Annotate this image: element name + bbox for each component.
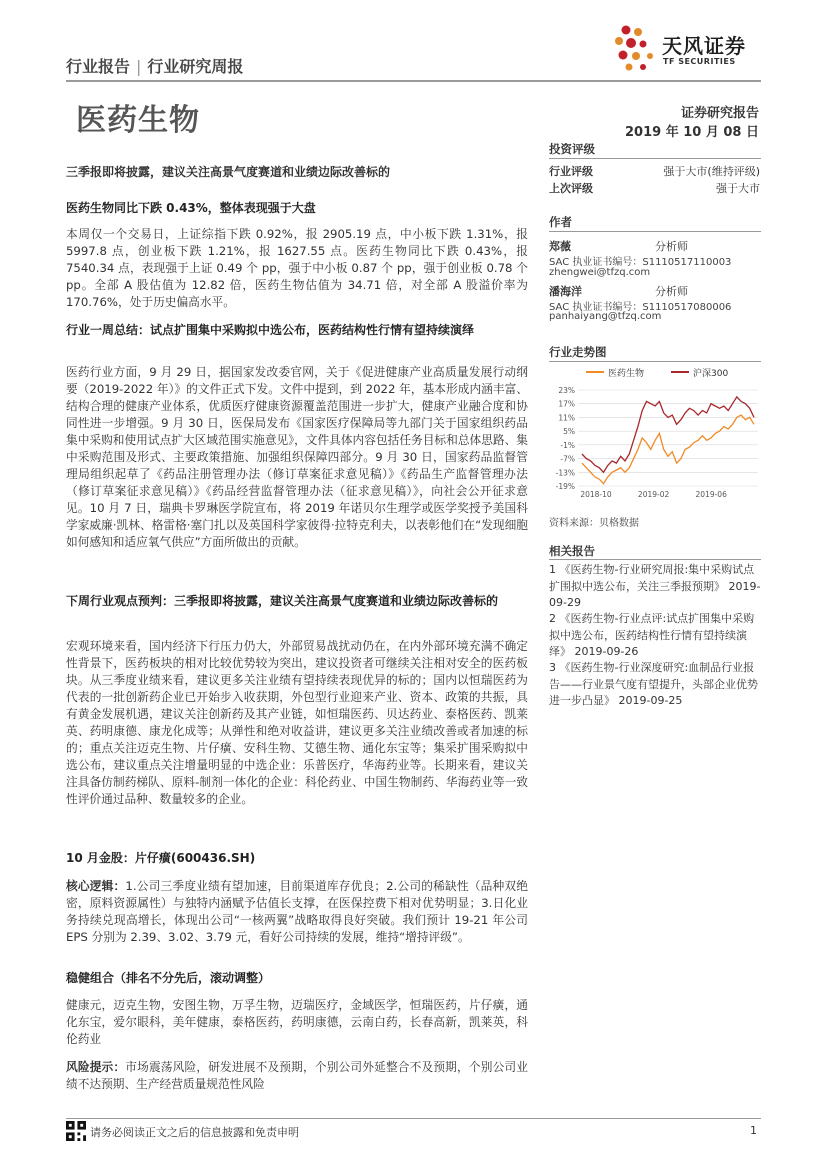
industry-trend-chart xyxy=(548,362,762,510)
category-label: 行业报告 xyxy=(66,57,131,76)
section5-body: 健康元，迈克生物，安图生物，万孚生物，迈瑞医疗，金域医学，恒瑞医药，片仔癀，通化东宝，爱尔眼科，美年健康，泰格医药，药明康德，云南白药，长春高新，凯莱英，科伦药业 xyxy=(66,998,528,1046)
qr-code-icon xyxy=(66,1121,86,1141)
section2-heading: 行业一周总结：试点扩围集中采购拟中选公布，医药结构性行情有望持续演绎 xyxy=(66,323,475,337)
logo-dots-icon xyxy=(615,26,653,71)
author-email-1[interactable]: zhengwei@tfzq.com xyxy=(549,267,651,278)
series-line-2 xyxy=(582,397,754,472)
legend-label-series1: 医药生物 xyxy=(608,369,645,379)
category-separator: | xyxy=(136,57,142,76)
related-report-2[interactable]: 2 《医药生物-行业点评:试点扩围集中采购拟中选公布，医药结构性行情有望持续演绎》 2019-09-26 xyxy=(549,612,755,658)
section1-heading: 医药生物同比下跌 0.43%，整体表现强于大盘 xyxy=(66,201,316,215)
report-category xyxy=(66,54,243,77)
main-title: 三季报即将披露，建议关注高景气度赛道和业绩边际改善标的 xyxy=(66,165,391,179)
rating-value-2: 强于大市 xyxy=(716,182,760,195)
header-rule xyxy=(66,80,761,82)
report-date: 2019 年 10 月 08 日 xyxy=(625,125,759,140)
section3-heading: 下周行业观点预判：三季报即将披露，建议关注高景气度赛道和业绩边际改善标的 xyxy=(66,594,499,608)
section6-text: 市场震荡风险，研发进展不及预期，个别公司外延整合不及预期，个别公司业绩不达预期、生产经营质量规范性风险 xyxy=(66,1060,528,1091)
y-tick-label: -19% xyxy=(555,482,575,491)
related-report-3[interactable]: 3 《医药生物-行业深度研究:血制品行业报告——行业景气度有望提升，头部企业优势进一步凸显》 2019-09-25 xyxy=(549,661,758,707)
y-tick-label: -1% xyxy=(560,440,575,450)
section1-body: 本周仅一个交易日，上证综指下跌 0.92%，报 2905.19 点，中小板下跌 1.31%，报 5997.8 点，创业板下跌 1.21%，报 1627.55 点。医药生物同比下跌 0.43%，报 7540.34 点，表现强于上证 0.49 个 pp，强于中小板 0.87 个 pp，强于创业板 0.78 个 pp。全部 A 股估值为 12.82 倍，医药生物估值为 34.71 倍，对全部 A 股溢价率为 170.76%，处于历史偏高水平。 xyxy=(66,227,528,309)
rating-rule xyxy=(549,158,761,159)
legend-label-series2: 沪深300 xyxy=(693,369,729,379)
y-tick-label: 5% xyxy=(563,427,575,437)
related-title: 相关报告 xyxy=(549,544,595,558)
section6-label: 风险提示： xyxy=(66,1060,126,1074)
author-name-1: 郑薇 xyxy=(549,240,571,253)
y-tick-label: 11% xyxy=(558,413,575,423)
author-rule xyxy=(549,231,761,232)
y-tick-label: 17% xyxy=(558,399,575,409)
logo-english: TF SECURITIES xyxy=(663,57,736,66)
rating-label-1: 行业评级 xyxy=(549,165,593,178)
section3-body: 宏观环境来看，国内经济下行压力仍大，外部贸易战扰动仍在，在内外部环境充满不确定性背景下，医药板块的相对比较优势较为突出，建议投资者可继续关注相对安全的医药板块。从三季度业绩来看，建议更多关注业绩有望持续表现优异的标的；国内以恒瑞医药为代表的一批创新药企业已开始步入收获期，外包型行业迎来产业、资本、政策的共振，具有黄金发展机遇，建议关注创新药及其产业链，如恒瑞医药、贝达药业、泰格医药、凯莱英、药明康德、康龙化成等；从弹性和绝对收益讲，建议更多关注业绩改善或者加速的标的；重点关注迈克生物、片仔癀、安科生物、艾德生物、通化东宝等；集采扩围采购拟中选公布，建议重点关注增量明显的中选企业：乐普医疗，华海药业等。长期来看，建议关注具备仿制药梯队、原料-制剂一体化的企业：科伦药业、中国生物制药、华海药业等一致性评价通过品种、数量较多的企业。 xyxy=(66,639,528,806)
rating-title: 投资评级 xyxy=(549,142,595,156)
section6-body xyxy=(66,1059,528,1093)
author-cert-2: SAC 执业证书编号：S1110517080006 xyxy=(549,302,732,313)
section4-label: 核心逻辑： xyxy=(66,879,126,893)
series-line-1 xyxy=(582,415,754,484)
author-cert-1: SAC 执业证书编号：S1110517110003 xyxy=(549,257,732,268)
chart-title: 行业走势图 xyxy=(549,345,607,359)
section4-heading: 10 月金股：片仔癀(600436.SH) xyxy=(66,851,256,865)
author-email-2[interactable]: panhaiyang@tfzq.com xyxy=(549,311,662,322)
x-tick-label: 2018-10 xyxy=(580,490,612,499)
page-number: 1 xyxy=(750,1124,757,1137)
author-title: 作者 xyxy=(549,215,572,229)
rating-value-1: 强于大市(维持评级) xyxy=(663,165,760,178)
x-tick-label: 2019-02 xyxy=(637,490,670,499)
page-title: 医药生物 xyxy=(76,103,200,138)
section4-body xyxy=(66,878,528,946)
rating-label-2: 上次评级 xyxy=(549,182,593,195)
logo-name: 天风证券 xyxy=(662,34,746,58)
y-tick-label: -7% xyxy=(560,454,575,464)
footer-rule xyxy=(66,1118,761,1119)
related-report-1[interactable]: 1 《医药生物-行业研究周报:集中采购试点扩围拟中选公布，关注三季报预期》 2019-09-29 xyxy=(549,563,761,609)
y-tick-label: -13% xyxy=(555,468,575,478)
section4-text: 1.公司三季度业绩有望加速，目前渠道库存优良；2.公司的稀缺性（品种双绝密，原料资源属性）与独特内涵赋予估值长支撑，在医保控费下相对优势明显；3.日化业务持续兑现高增长，体现出公司“一核两翼”战略取得良好突破。我们预计 19-21 年公司 EPS 分别为 2.39、3.02、3.79 元，看好公司持续的发展，维持“增持评级”。 xyxy=(66,879,528,944)
author-role-1: 分析师 xyxy=(655,240,688,253)
footer-disclaimer[interactable]: 请务必阅读正文之后的信息披露和免责申明 xyxy=(90,1126,299,1139)
chart-source: 资料来源：贝格数据 xyxy=(549,518,639,529)
section5-heading: 稳健组合（排名不分先后，滚动调整） xyxy=(66,971,271,985)
y-tick-label: 23% xyxy=(558,386,575,395)
x-tick-label: 2019-06 xyxy=(695,490,727,499)
section2-body: 医药行业方面，9 月 29 日，据国家发改委官网，关于《促进健康产业高质量发展行动纲要（2019-2022 年）》的文件正式下发。文件中提到，到 2022 年，基本形成内涵丰富、结构合理的健康产业体系，优质医疗健康资源覆盖范围进一步扩大，健康产业融合度和协同性进一步增强。9 月 30 日，医保局发布《国家医疗保障局等九部门关于国家组织药品集中采购和使用试点扩大区域范围实施意见》，文件具体内容包括任务目标和总体思路、集中采购范围及形式、主要政策措施、加强组织保障四部分。9 月 30 日，国家药品监督管理局组织起草了《药品注册管理办法（修订草案征求意见稿）》《药品生产监督管理办法（修订草案征求意见稿）》《药品经营监督管理办法（征求意见稿）》，向社会公开征求意见。10 月 7 日，瑞典卡罗琳医学院宣布，将 2019 年诺贝尔生理学或医学奖授予美国科学家威廉·凯林、格雷格·塞门扎以及英国科学家彼得·拉特克利夫，以表彰他们在“发现细胞如何感知和适应氧气供应”方面所做出的贡献。 xyxy=(66,365,528,549)
author-name-2: 潘海洋 xyxy=(549,285,582,298)
related-rule xyxy=(549,559,761,560)
report-type: 证券研究报告 xyxy=(680,106,759,121)
author-role-2: 分析师 xyxy=(655,285,688,298)
subcategory-label: 行业研究周报 xyxy=(147,57,244,76)
